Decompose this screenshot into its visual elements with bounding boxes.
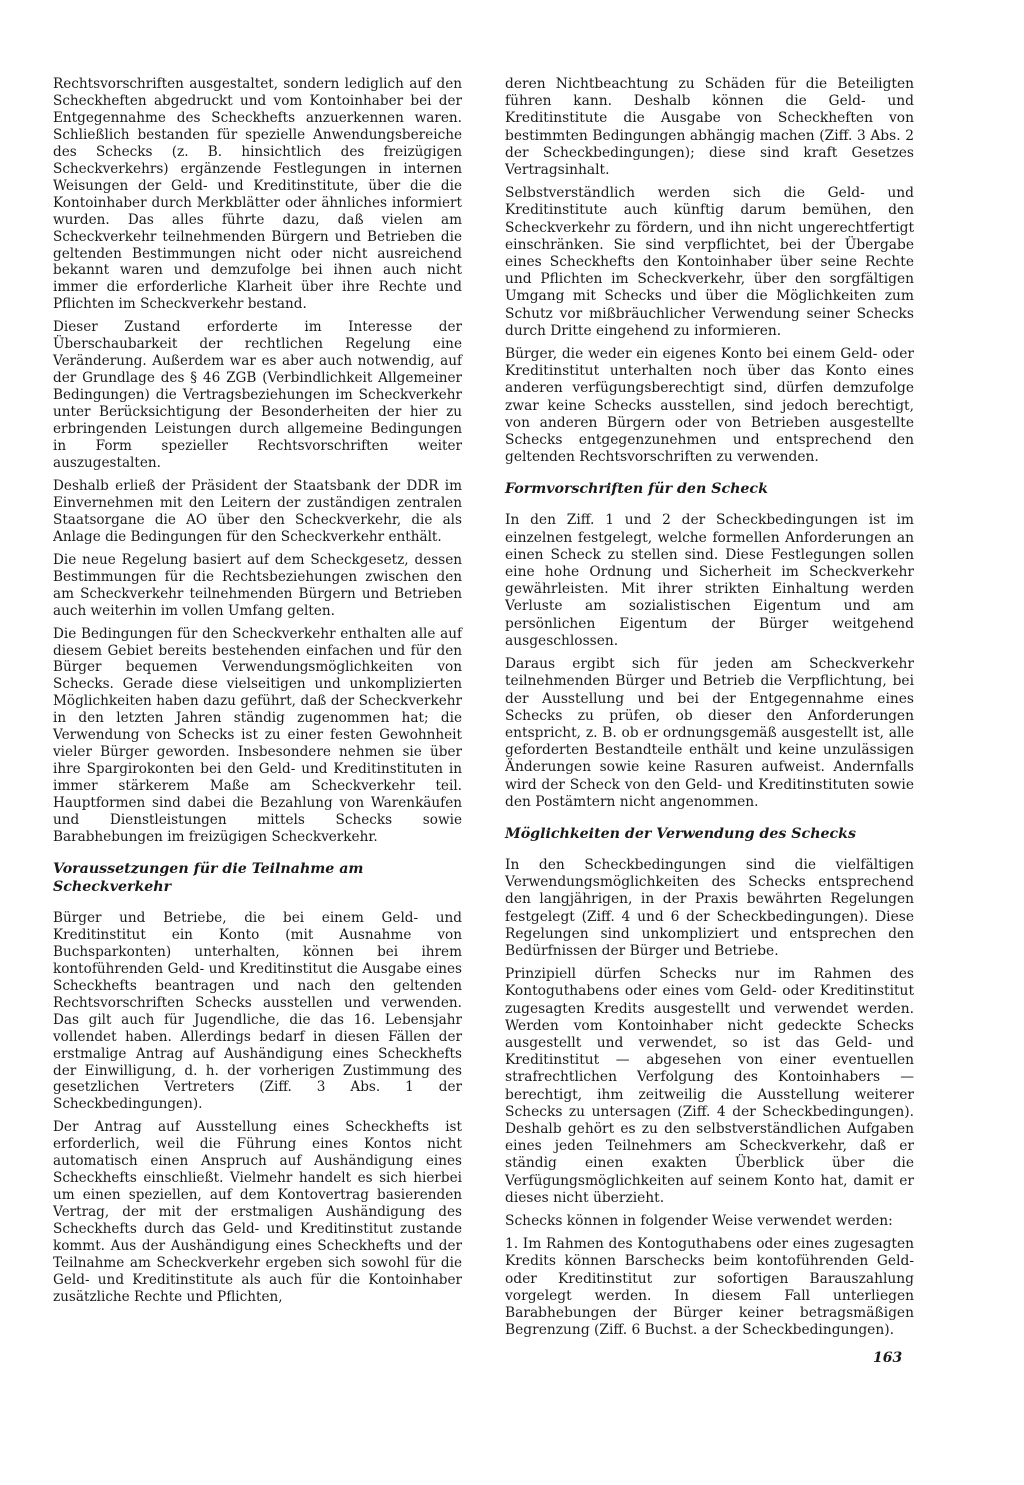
section-heading: Voraussetzungen für die Teilnahme am Scheckverkehr [53,860,364,895]
paragraph: Dieser Zustand erforderte im Interesse der Überschaubarkeit der rechtlichen Regelung eine Veränderung. Außerdem war es aber auch notwendig, auf der Grundlage des § 46 ZGB (Verbindlichkeit Allgemeiner Bedingungen) die Vertragsbeziehungen im Scheckverkehr unter Berücksichtigung der Besonderheiten der hier zu erbringenden Leistungen durch allgemeine Bedingungen in Form spezieller Rechtsvorschriften weiter auszugestalten. [53,319,462,471]
paragraph: Selbstverständlich werden sich die Geld- und Kreditinstitute auch künftig darum bemühen, den Scheckverkehr zu fördern, und ihn nicht ungerechtfertigt einschränken. Sie sind verpflichtet, bei der Übergabe eines Scheckhefts den Kontoinhaber über seine Rechte und Pflichten im Scheckverkehr, über den sorgfältigen Umgang mit Schecks und über die Möglichkeiten zum Schutz vor mißbräuchlicher Verwendung seiner Schecks durch Dritte eingehend zu informieren. [505,185,914,339]
paragraph: In den Ziff. 1 und 2 der Scheckbedingungen ist im einzelnen festgelegt, welche formellen Anforderungen an einen Scheck zu stellen sind. Diese Festlegungen sollen eine hohe Ordnung und Sicherheit im Scheckverkehr gewährleisten. Mit ihrer strikten Einhaltung werden Verluste am sozialistischen Eigentum und am persönlichen Eigentum der Bürger weitgehend ausgeschlossen. [505,512,914,649]
paragraph: Schecks können in folgender Weise verwendet werden: [505,1212,893,1229]
paragraph: Daraus ergibt sich für jeden am Scheckverkehr teilnehmenden Bürger und Betrieb die Verpflichtung, bei der Ausstellung und bei der Entgegennahme eines Schecks zu prüfen, ob dieser den Anforderungen entspricht, z. B. ob er ordnungsgemäß ausgestellt ist, alle geforderten Bestandteile enthält und keine unzulässigen Änderungen sowie keine Rasuren aufweist. Andernfalls wird der Scheck von den Geld- und Kreditinstituten sowie den Postämtern nicht angenommen. [505,656,914,810]
left-column [53,76,462,1312]
section-heading: Formvorschriften für den Scheck [505,481,768,498]
paragraph: Bürger und Betriebe, die bei einem Geld- und Kreditinstitut ein Konto (mit Ausnahme von Buchsparkonten) unterhalten, können bei ihrem kontoführenden Geld- und Kreditinstitut die Ausgabe eines Scheckhefts beantragen und nach den geltenden Rechtsvorschriften Schecks ausstellen und verwenden. Das gilt auch für Jugendliche, die das 16. Lebensjahr vollendet haben. Allerdings bedarf in diesen Fällen der erstmalige Antrag auf Aushändigung eines Scheckhefts der Einwilligung, d. h. der vorherigen Zustimmung des gesetzlichen Vertreters (Ziff. 3 Abs. 1 der Scheckbedingungen). [53,909,462,1113]
paragraph: Deshalb erließ der Präsident der Staatsbank der DDR im Einvernehmen mit den Leitern der zuständigen zentralen Staatsorgane die AO über den Scheckverkehr, die als Anlage die Bedingungen für den Scheckverkehr enthält. [53,477,462,545]
paragraph: In den Scheckbedingungen sind die vielfältigen Verwendungsmöglichkeiten des Schecks entsprechend den langjährigen, in der Praxis bewährten Regelungen festgelegt (Ziff. 4 und 6 der Scheckbedingungen). Diese Regelungen sind unkompliziert und entsprechen den Bedürfnissen der Bürger und Betriebe. [505,856,914,959]
section-heading: Möglichkeiten der Verwendung des Schecks [505,825,856,842]
paragraph: Bürger, die weder ein eigenes Konto bei einem Geld- oder Kreditinstitut unterhalten noch über das Konto eines anderen verfügungsberechtigt sind, dürfen demzufolge zwar keine Schecks ausstellen, sind jedoch berechtigt, von anderen Bürgern oder von Betrieben ausgestellte Schecks entgegenzunehmen und entsprechend den geltenden Rechtsvorschriften zu verwenden. [505,346,914,466]
page-number: 163 [873,1350,903,1366]
paragraph: Der Antrag auf Ausstellung eines Scheckhefts ist erforderlich, weil die Führung eines Kontos nicht automatisch einen Anspruch auf Aushändigung eines Scheckhefts einschließt. Vielmehr handelt es sich hierbei um einen speziellen, auf dem Kontovertrag basierenden Vertrag, der mit der erstmaligen Aushändigung des Scheckhefts durch das Geld- und Kreditinstitut zustande kommt. Aus der Aushändigung eines Scheckhefts und der Teilnahme am Scheckverkehr ergeben sich sowohl für die Geld- und Kreditinstitute als auch für die Kontoinhaber zusätzliche Rechte und Pflichten, [53,1119,462,1305]
paragraph: Die Bedingungen für den Scheckverkehr enthalten alle auf diesem Gebiet bereits bestehenden einfachen und für den Bürger bequemen Verwendungsmöglichkeiten von Schecks. Gerade diese vielseitigen und unkomplizierten Möglichkeiten haben dazu geführt, daß der Scheckverkehr in den letzten Jahren ständig zugenommen hat; die Verwendung von Schecks ist zu einer festen Gewohnheit vieler Bürger geworden. Insbesondere nehmen sie über ihre Spargirokonten bei den Geld- und Kreditinstituten in immer stärkerem Maße am Scheckverkehr teil. Hauptformen sind dabei die Bezahlung von Warenkäufen und Dienstleistungen mittels Schecks sowie Barabhebungen im freizügigen Scheckverkehr. [53,625,462,845]
paragraph: 1. Im Rahmen des Kontoguthabens oder eines zugesagten Kredits können Barschecks beim kontoführenden Geld- oder Kreditinstitut zur sofortigen Barauszahlung vorgelegt werden. In diesem Fall unterliegen Barabhebungen der Bürger keiner betragsmäßigen Begrenzung (Ziff. 6 Buchst. a der Scheckbedingungen). [505,1236,914,1339]
paragraph: Rechtsvorschriften ausgestaltet, sondern lediglich auf den Scheckheften abgedruckt und vom Kontoinhaber bei der Entgegennahme des Scheckhefts anzuerkennen waren. Schließlich bestanden für spezielle Anwendungsbereiche des Schecks (z. B. hinsichtlich des freizügigen Scheckverkehrs) ergänzende Festlegungen in internen Weisungen der Geld- und Kreditinstitute, über die die Kontoinhaber durch Merkblätter oder ähnliches informiert wurden. Das alles führte dazu, daß vielen am Scheckverkehr teilnehmenden Bürgern und Betrieben die geltenden Bestimmungen nicht oder nicht ausreichend bekannt waren und demzufolge bei ihnen auch nicht immer die erforderliche Klarheit über ihre Rechte und Pflichten im Scheckverkehr bestand. [53,76,462,313]
paragraph: Die neue Regelung basiert auf dem Scheckgesetz, dessen Bestimmungen für die Rechtsbeziehungen zwischen den am Scheckverkehr teilnehmenden Bürgern und Betrieben auch weiterhin im vollen Umfang gelten. [53,551,462,619]
paragraph: deren Nichtbeachtung zu Schäden für die Beteiligten führen kann. Deshalb können die Geld- und Kreditinstitute die Ausgabe von Scheckheften von bestimmten Bedingungen abhängig machen (Ziff. 3 Abs. 2 der Scheckbedingungen); diese sind kraft Gesetzes Vertragsinhalt. [505,76,914,179]
right-column [505,76,914,1345]
paragraph: Prinzipiell dürfen Schecks nur im Rahmen des Kontoguthabens oder eines vom Geld- oder Kreditinstitut zugesagten Kredits ausgestellt und verwendet werden. Werden vom Kontoinhaber nicht gedeckte Schecks ausgestellt und verwendet, so ist das Geld- und Kreditinstitut — abgesehen von einer eventuellen strafrechtlichen Verfolgung des Kontoinhabers — berechtigt, ihm zeitweilig die Ausstellung weiterer Schecks zu untersagen (Ziff. 4 der Scheckbedingungen). Deshalb gehört es zu den selbstverständlichen Aufgaben eines jeden Teilnehmers am Scheckverkehr, daß er ständig einen exakten Überblick über die Verfügungsmöglichkeiten auf seinem Konto hat, damit er dieses nicht überzieht. [505,966,914,1206]
